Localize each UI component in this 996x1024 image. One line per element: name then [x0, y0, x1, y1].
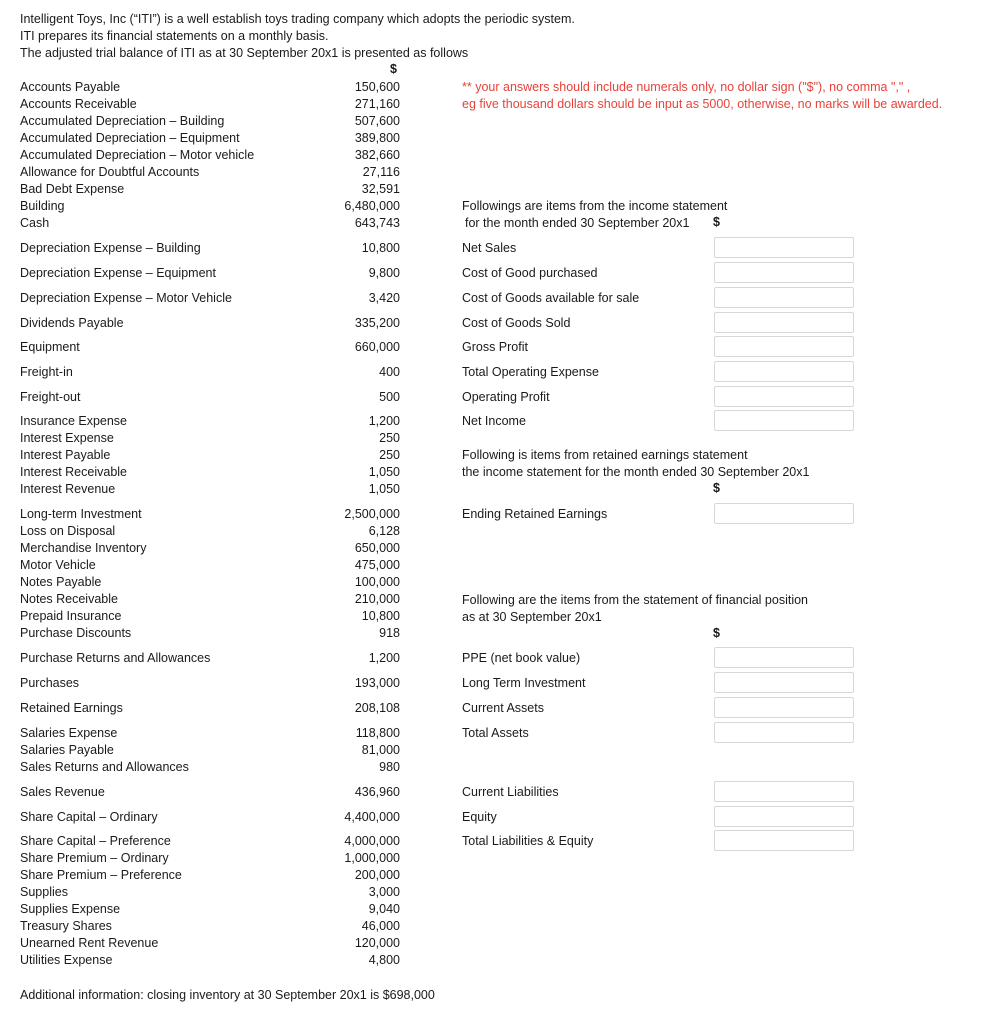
tb-value-accounts-payable: 150,600: [354, 80, 400, 94]
tb-value-insurance-expense: 1,200: [368, 414, 400, 428]
income-statement-label-cost-of-goods-available-for-sale: Cost of Goods available for sale: [462, 291, 640, 305]
tb-label-accumulated-depreciation-building: Accumulated Depreciation – Building: [20, 114, 225, 128]
tb-label-retained-earnings: Retained Earnings: [20, 701, 123, 715]
income-statement-input-cost-of-good-purchased[interactable]: [714, 262, 854, 283]
tb-value-loss-on-disposal: 6,128: [368, 524, 400, 538]
tb-label-depreciation-expense-building: Depreciation Expense – Building: [20, 241, 201, 255]
tb-value-purchase-returns-and-allowances: 1,200: [368, 651, 400, 665]
income-statement-input-cost-of-goods-sold[interactable]: [714, 312, 854, 333]
tb-value-motor-vehicle: 475,000: [354, 558, 400, 572]
tb-value-merchandise-inventory: 650,000: [354, 541, 400, 555]
tb-value-treasury-shares: 46,000: [361, 919, 400, 933]
tb-label-purchase-discounts: Purchase Discounts: [20, 626, 132, 640]
financial-position-label-total-assets: Total Assets: [462, 726, 529, 740]
tb-value-sales-revenue: 436,960: [354, 785, 400, 799]
tb-value-bad-debt-expense: 32,591: [361, 182, 400, 196]
tb-label-treasury-shares: Treasury Shares: [20, 919, 112, 933]
tb-value-freight-out: 500: [379, 390, 400, 404]
tb-label-allowance-for-doubtful-accounts: Allowance for Doubtful Accounts: [20, 165, 200, 179]
tb-value-share-premium-preference: 200,000: [354, 868, 400, 882]
income-statement-heading: Followings are items from the income statement: [462, 199, 728, 213]
answer-format-note-line-1: ** your answers should include numerals only, no dollar sign ("$"), no comma "," ,: [462, 80, 911, 94]
financial-position-label-current-liabilities: Current Liabilities: [462, 785, 559, 799]
income-statement-label-net-sales: Net Sales: [462, 241, 517, 255]
intro-line-2: ITI prepares its financial statements on a monthly basis.: [20, 29, 329, 43]
tb-value-salaries-payable: 81,000: [361, 743, 400, 757]
retained-earnings-input-ending-retained-earnings[interactable]: [714, 503, 854, 524]
tb-label-insurance-expense: Insurance Expense: [20, 414, 128, 428]
tb-label-supplies: Supplies: [20, 885, 68, 899]
tb-value-supplies-expense: 9,040: [368, 902, 400, 916]
financial-position-input-ppe-net-book-value[interactable]: [714, 647, 854, 668]
tb-label-depreciation-expense-motor-vehicle: Depreciation Expense – Motor Vehicle: [20, 291, 232, 305]
tb-label-cash: Cash: [20, 216, 50, 230]
tb-value-salaries-expense: 118,800: [355, 726, 400, 740]
intro-line-1: Intelligent Toys, Inc (“ITI”) is a well establish toys trading company which adopts the periodic system.: [20, 12, 575, 26]
tb-value-purchases: 193,000: [354, 676, 400, 690]
tb-label-purchases: Purchases: [20, 676, 80, 690]
income-statement-label-cost-of-goods-sold: Cost of Goods Sold: [462, 316, 571, 330]
tb-label-interest-expense: Interest Expense: [20, 431, 114, 445]
tb-value-prepaid-insurance: 10,800: [361, 609, 400, 623]
tb-label-sales-returns-and-allowances: Sales Returns and Allowances: [20, 760, 189, 774]
income-statement-subheading: for the month ended 30 September 20x1: [465, 216, 690, 230]
tb-value-allowance-for-doubtful-accounts: 27,116: [362, 165, 400, 179]
tb-label-notes-payable: Notes Payable: [20, 575, 102, 589]
income-statement-label-total-operating-expense: Total Operating Expense: [462, 365, 599, 379]
tb-value-accumulated-depreciation-motor-vehicle: 382,660: [354, 148, 400, 162]
tb-value-interest-revenue: 1,050: [368, 482, 400, 496]
tb-label-salaries-expense: Salaries Expense: [20, 726, 118, 740]
tb-label-motor-vehicle: Motor Vehicle: [20, 558, 96, 572]
tb-label-dividends-payable: Dividends Payable: [20, 316, 124, 330]
tb-label-share-capital-preference: Share Capital – Preference: [20, 834, 171, 848]
financial-position-input-long-term-investment[interactable]: [714, 672, 854, 693]
tb-label-equipment: Equipment: [20, 340, 80, 354]
tb-value-share-premium-ordinary: 1,000,000: [344, 851, 400, 865]
tb-value-interest-expense: 250: [379, 431, 400, 445]
tb-label-accounts-payable: Accounts Payable: [20, 80, 121, 94]
retained-earnings-subheading: the income statement for the month ended 30 September 20x1: [462, 465, 810, 479]
tb-label-merchandise-inventory: Merchandise Inventory: [20, 541, 147, 555]
financial-position-currency-header: $: [713, 626, 720, 640]
retained-earnings-label-ending-retained-earnings: Ending Retained Earnings: [462, 507, 608, 521]
financial-position-input-equity[interactable]: [714, 806, 854, 827]
tb-value-retained-earnings: 208,108: [354, 701, 400, 715]
financial-position-label-long-term-investment: Long Term Investment: [462, 676, 586, 690]
tb-value-depreciation-expense-equipment: 9,800: [368, 266, 400, 280]
tb-value-share-capital-preference: 4,000,000: [344, 834, 400, 848]
tb-label-accumulated-depreciation-equipment: Accumulated Depreciation – Equipment: [20, 131, 240, 145]
tb-label-interest-receivable: Interest Receivable: [20, 465, 128, 479]
tb-label-depreciation-expense-equipment: Depreciation Expense – Equipment: [20, 266, 216, 280]
tb-value-unearned-rent-revenue: 120,000: [354, 936, 400, 950]
tb-label-share-premium-ordinary: Share Premium – Ordinary: [20, 851, 169, 865]
tb-label-notes-receivable: Notes Receivable: [20, 592, 118, 606]
tb-label-building: Building: [20, 199, 65, 213]
income-statement-label-net-income: Net Income: [462, 414, 526, 428]
retained-earnings-currency-header: $: [713, 481, 720, 495]
tb-value-notes-receivable: 210,000: [354, 592, 400, 606]
tb-label-prepaid-insurance: Prepaid Insurance: [20, 609, 122, 623]
tb-label-unearned-rent-revenue: Unearned Rent Revenue: [20, 936, 159, 950]
tb-label-interest-revenue: Interest Revenue: [20, 482, 116, 496]
tb-value-building: 6,480,000: [344, 199, 400, 213]
income-statement-label-operating-profit: Operating Profit: [462, 390, 550, 404]
tb-value-interest-receivable: 1,050: [368, 465, 400, 479]
tb-label-utilities-expense: Utilities Expense: [20, 953, 113, 967]
additional-information: Additional information: closing inventory at 30 September 20x1 is $698,000: [20, 988, 435, 1002]
financial-position-subheading: as at 30 September 20x1: [462, 610, 602, 624]
tb-value-accounts-receivable: 271,160: [354, 97, 400, 111]
financial-position-input-current-liabilities[interactable]: [714, 781, 854, 802]
income-statement-input-net-sales[interactable]: [714, 237, 854, 258]
trial-balance-currency-header: $: [390, 62, 397, 76]
tb-value-dividends-payable: 335,200: [354, 316, 400, 330]
tb-value-purchase-discounts: 918: [379, 626, 400, 640]
financial-position-label-equity: Equity: [462, 810, 497, 824]
tb-label-accounts-receivable: Accounts Receivable: [20, 97, 137, 111]
tb-value-freight-in: 400: [379, 365, 400, 379]
tb-value-sales-returns-and-allowances: 980: [379, 760, 400, 774]
financial-position-label-ppe-net-book-value: PPE (net book value): [462, 651, 581, 665]
tb-label-supplies-expense: Supplies Expense: [20, 902, 121, 916]
financial-position-heading: Following are the items from the statement of financial position: [462, 593, 809, 607]
tb-value-notes-payable: 100,000: [354, 575, 400, 589]
income-statement-label-gross-profit: Gross Profit: [462, 340, 528, 354]
financial-position-label-current-assets: Current Assets: [462, 701, 544, 715]
income-statement-label-cost-of-good-purchased: Cost of Good purchased: [462, 266, 598, 280]
income-statement-input-cost-of-goods-available-for-sale[interactable]: [714, 287, 854, 308]
tb-value-accumulated-depreciation-equipment: 389,800: [354, 131, 400, 145]
tb-value-share-capital-ordinary: 4,400,000: [344, 810, 400, 824]
tb-label-accumulated-depreciation-motor-vehicle: Accumulated Depreciation – Motor vehicle: [20, 148, 255, 162]
income-statement-input-net-income[interactable]: [714, 410, 854, 431]
tb-value-depreciation-expense-motor-vehicle: 3,420: [368, 291, 400, 305]
intro-line-3: The adjusted trial balance of ITI as at 30 September 20x1 is presented as follows: [20, 46, 469, 60]
tb-label-share-capital-ordinary: Share Capital – Ordinary: [20, 810, 158, 824]
tb-label-long-term-investment: Long-term Investment: [20, 507, 142, 521]
tb-value-long-term-investment: 2,500,000: [344, 507, 400, 521]
tb-label-loss-on-disposal: Loss on Disposal: [20, 524, 116, 538]
tb-label-freight-in: Freight-in: [20, 365, 73, 379]
income-statement-input-operating-profit[interactable]: [714, 386, 854, 407]
tb-value-cash: 643,743: [354, 216, 400, 230]
tb-label-purchase-returns-and-allowances: Purchase Returns and Allowances: [20, 651, 211, 665]
financial-position-label-total-liabilities-equity: Total Liabilities & Equity: [462, 834, 594, 848]
tb-label-bad-debt-expense: Bad Debt Expense: [20, 182, 125, 196]
tb-value-interest-payable: 250: [379, 448, 400, 462]
financial-position-input-total-assets[interactable]: [714, 722, 854, 743]
tb-value-equipment: 660,000: [354, 340, 400, 354]
tb-value-supplies: 3,000: [368, 885, 400, 899]
tb-value-depreciation-expense-building: 10,800: [361, 241, 400, 255]
income-statement-input-total-operating-expense[interactable]: [714, 361, 854, 382]
income-statement-currency-header: $: [713, 215, 720, 229]
tb-label-freight-out: Freight-out: [20, 390, 81, 404]
answer-format-note-line-2: eg five thousand dollars should be input as 5000, otherwise, no marks will be awarded.: [462, 97, 943, 111]
tb-label-share-premium-preference: Share Premium – Preference: [20, 868, 182, 882]
tb-label-salaries-payable: Salaries Payable: [20, 743, 114, 757]
tb-value-accumulated-depreciation-building: 507,600: [354, 114, 400, 128]
financial-position-input-current-assets[interactable]: [714, 697, 854, 718]
tb-value-utilities-expense: 4,800: [368, 953, 400, 967]
retained-earnings-heading: Following is items from retained earnings statement: [462, 448, 748, 462]
tb-label-interest-payable: Interest Payable: [20, 448, 111, 462]
income-statement-input-gross-profit[interactable]: [714, 336, 854, 357]
tb-label-sales-revenue: Sales Revenue: [20, 785, 105, 799]
financial-position-input-total-liabilities-equity[interactable]: [714, 830, 854, 851]
